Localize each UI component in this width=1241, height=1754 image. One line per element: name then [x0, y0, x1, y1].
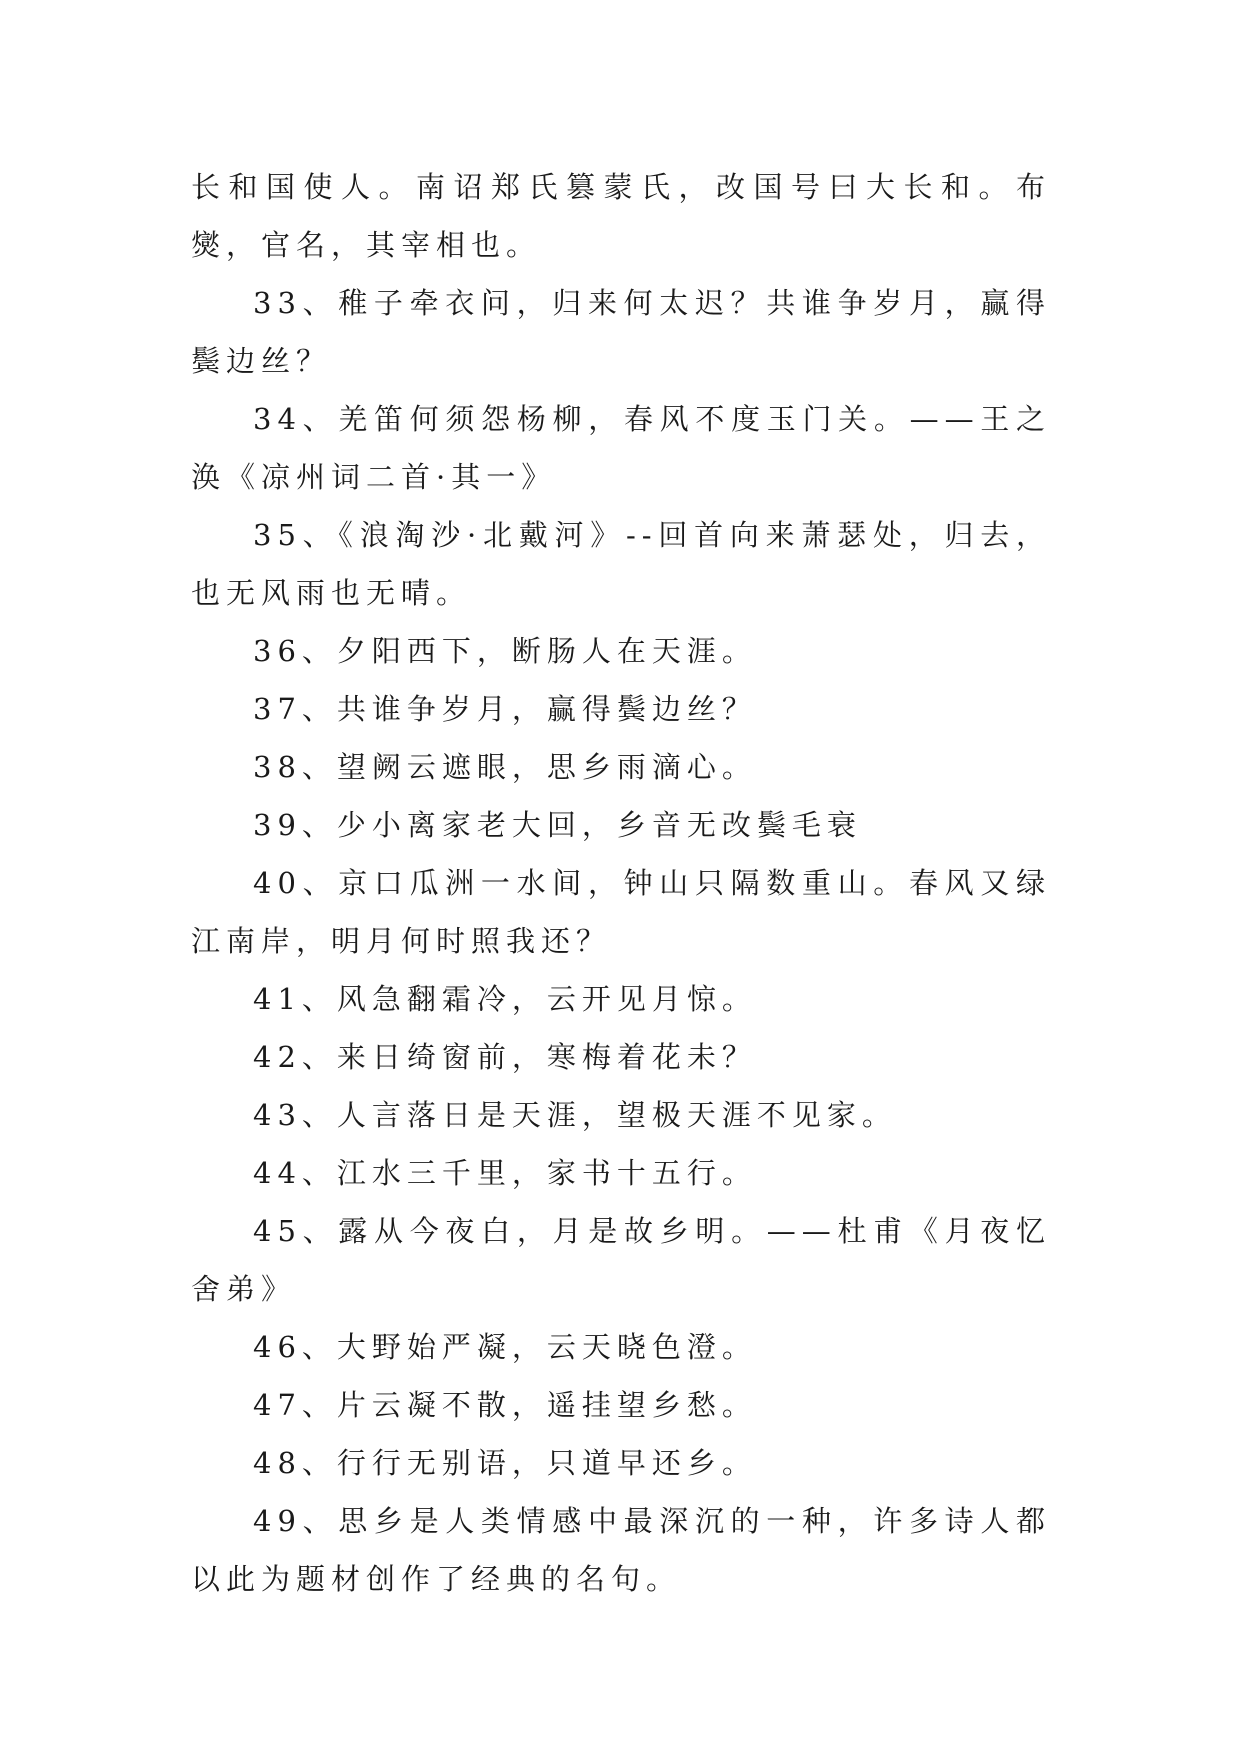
paragraph-item-34: 34、羌笛何须怨杨柳，春风不度玉门关。——王之涣《凉州词二首·其一》 — [191, 402, 1051, 494]
paragraph-item-42: 42、来日绮窗前，寒梅着花未？ — [253, 1040, 757, 1074]
paragraph-item-38: 38、望阙云遮眼，思乡雨滴心。 — [253, 750, 757, 784]
paragraph-item-35: 35、《浪淘沙·北戴河》--回首向来萧瑟处，归去，也无风雨也无晴。 — [191, 518, 1051, 610]
paragraph-item-49: 49、思乡是人类情感中最深沉的一种，许多诗人都以此为题材创作了经典的名句。 — [191, 1504, 1051, 1596]
paragraph-item-43: 43、人言落日是天涯，望极天涯不见家。 — [253, 1098, 897, 1132]
paragraph-item-36: 36、夕阳西下，断肠人在天涯。 — [253, 634, 757, 668]
paragraph-item-33: 33、稚子牵衣问，归来何太迟？共谁争岁月，赢得鬓边丝？ — [191, 286, 1051, 378]
paragraph-item-46: 46、大野始严凝，云天晓色澄。 — [253, 1330, 757, 1364]
paragraph-item-37: 37、共谁争岁月，赢得鬓边丝？ — [253, 692, 757, 726]
paragraph-item-40: 40、京口瓜洲一水间，钟山只隔数重山。春风又绿江南岸，明月何时照我还？ — [191, 866, 1051, 958]
paragraph-item-45: 45、露从今夜白，月是故乡明。——杜甫《月夜忆舍弟》 — [191, 1214, 1051, 1306]
paragraph-item-48: 48、行行无别语，只道早还乡。 — [253, 1446, 757, 1480]
paragraph-item-39: 39、少小离家老大回，乡音无改鬓毛衰 — [253, 808, 862, 842]
paragraph-item-47: 47、片云凝不散，遥挂望乡愁。 — [253, 1388, 757, 1422]
paragraph-continuation: 长和国使人。南诏郑氏篡蒙氏，改国号曰大长和。布爕，官名，其宰相也。 — [191, 170, 1051, 262]
paragraph-item-41: 41、风急翻霜冷，云开见月惊。 — [253, 982, 757, 1016]
document-body — [191, 158, 1051, 1608]
paragraph-item-44: 44、江水三千里，家书十五行。 — [253, 1156, 757, 1190]
